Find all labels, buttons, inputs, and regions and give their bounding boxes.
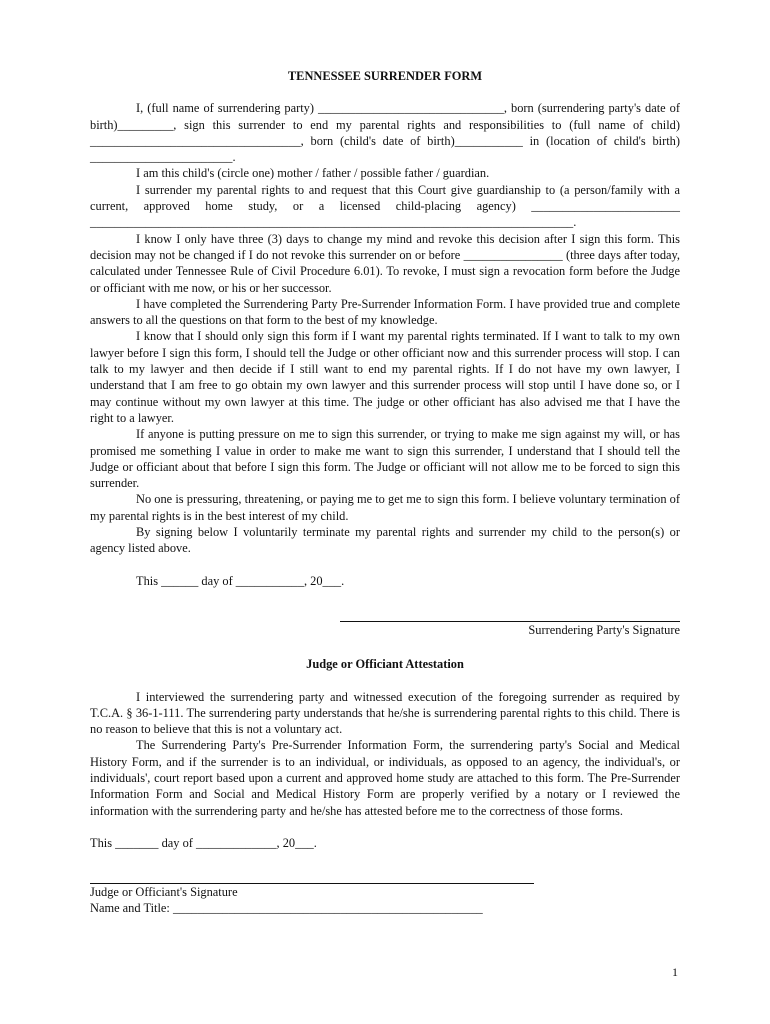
attestation-date-line: This _______ day of _____________, 20___.	[90, 835, 317, 850]
surrender-date-line: This ______ day of ___________, 20___.	[136, 573, 345, 588]
paragraph-guardianship: I surrender my parental rights to and request that this Court give guardianship to (a person/family with a current, approved home study, or a licensed child-placing agency) ________________________ ______________________________________________________________________________.	[90, 182, 680, 230]
judge-signature-label: Judge or Officiant's Signature	[90, 885, 238, 900]
paragraph-pressure: If anyone is putting pressure on me to sign this surrender, or trying to make me sign against my will, or has promised me something I value in order to make me want to sign this surrender, I understand that I should tell the Judge or officiant about that before I sign this form. The Judge or officiant will not allow me to be forced to sign this surrender.	[90, 427, 680, 491]
paragraph-voluntary: No one is pressuring, threatening, or paying me to get me to sign this form. I believe voluntary termination of my parental rights is in the best interest of my child.	[90, 492, 680, 523]
paragraph-terminate: By signing below I voluntarily terminate my parental rights and surrender my child to the person(s) or agency listed above.	[90, 525, 680, 556]
attestation-paragraph-interview: I interviewed the surrendering party and witnessed execution of the foregoing surrender as required by T.C.A. § 36-1-111. The surrendering party understands that he/she is surrendering parental rights to this child. There is no reason to believe that this is not a voluntary act.	[90, 689, 680, 737]
paragraph-relationship: I am this child's (circle one) mother / father / possible father / guardian.	[136, 166, 490, 181]
attestation-title: Judge or Officiant Attestation	[306, 657, 464, 672]
surrender-form-page	[90, 68, 680, 917]
attestation-paragraph-forms: The Surrendering Party's Pre-Surrender Information Form, the surrendering party's Social and Medical History Form, and if the surrender is to an individual, or individuals, as opposed to an agency, the individual's, or individuals', court report based upon a current and approved home study are attached to this form. The Pre-Surrender Information Form and Social and Medical History Form are properly verified by a notary or I reviewed the information with the surrendering party and he/she has attested before me to the correctness of those forms.	[90, 738, 680, 818]
paragraph-presurrender-form: I have completed the Surrendering Party Pre-Surrender Information Form. I have provided true and complete answers to all the questions on that form to the best of my knowledge.	[90, 296, 680, 328]
judge-signature-line[interactable]	[90, 867, 534, 884]
surrendering-party-signature-line[interactable]	[340, 605, 680, 622]
judge-name-title-line: Name and Title: __________________________________________________	[90, 901, 483, 916]
form-title: TENNESSEE SURRENDER FORM	[287, 69, 483, 83]
paragraph-revocation: I know I only have three (3) days to change my mind and revoke this decision after I sign this form. This decision may not be changed if I do not revoke this surrender on or before ________________ (three days after today, calculated under Tennessee Rule of Civil Procedure 6.01). To revoke, I must sign a revocation form before the Judge or officiant with me now, or his or her successor.	[90, 231, 680, 295]
surrendering-party-signature-label: Surrendering Party's Signature	[528, 622, 680, 637]
page-number: 1	[672, 965, 678, 979]
surrendering-party-signature-block	[90, 605, 680, 638]
paragraph-lawyer: I know that I should only sign this form if I want my parental rights terminated. If I want to talk to my own lawyer before I sign this form, I should tell the Judge or other officiant now and this surrender process will stop. I can talk to my lawyer and then decide if I still want to end my parental rights. If I do not have my own lawyer, I understand that I am free to go obtain my own lawyer and this surrender process will stop until I have done so, or I may continue without my own lawyer at this time. The judge or other officiant has also advised me that I have the right to a lawyer.	[90, 329, 680, 425]
paragraph-surrendering-party: I, (full name of surrendering party) ______________________________, born (surrendering party's date of birth)_________, sign this surrender to end my parental rights and responsibilities to (full name of child) __________________________________, born (child's date of birth)___________ in (location of child's birth) _______________________.	[90, 101, 680, 165]
judge-signature-block	[90, 867, 680, 917]
